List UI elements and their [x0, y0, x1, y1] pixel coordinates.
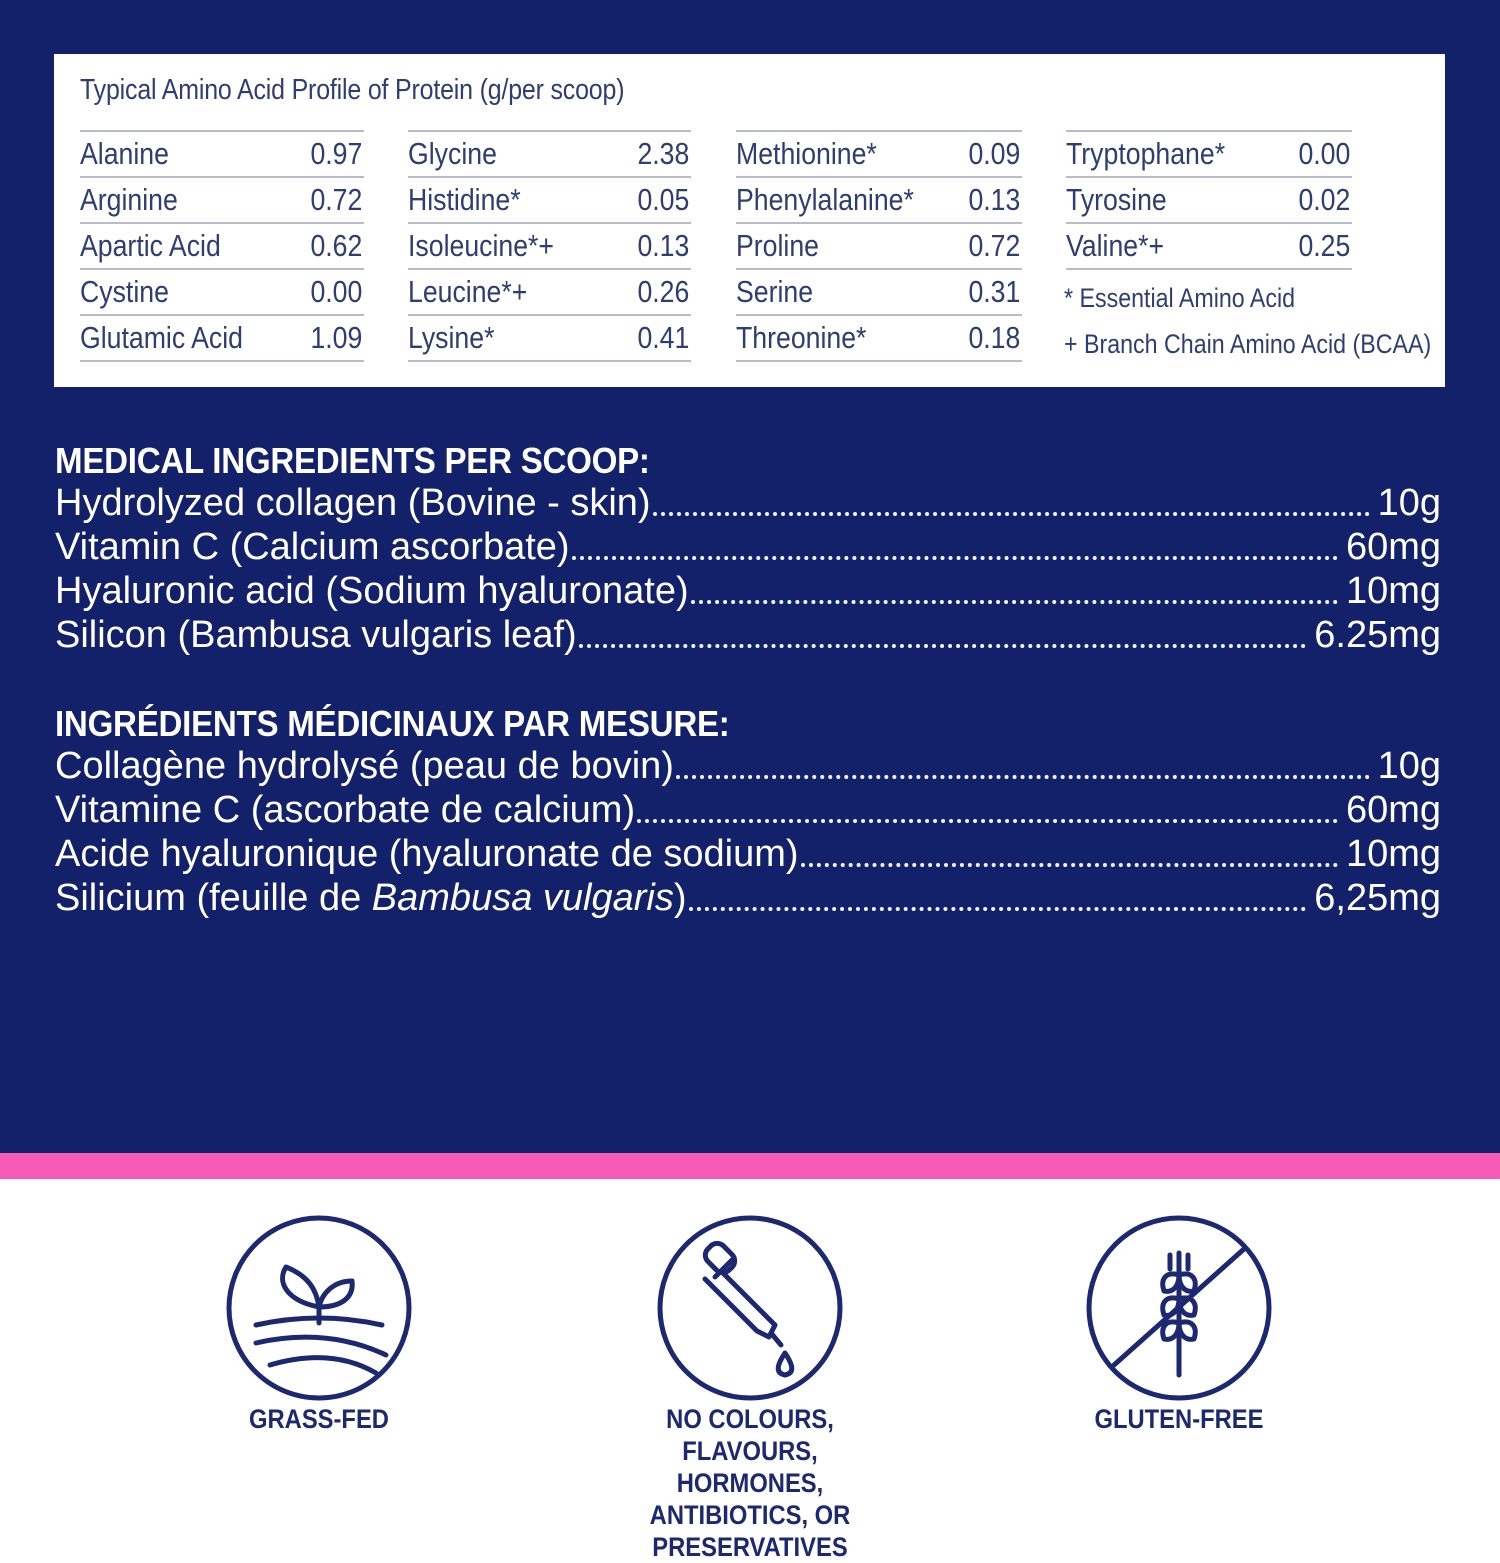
ingredient-label: Collagène hydrolysé (peau de bovin): [55, 745, 674, 787]
badge-caption: [1038, 1403, 1320, 1435]
ingredient-amount: 6.25mg: [1314, 614, 1441, 656]
amino-value: 0.25: [1298, 228, 1350, 263]
amino-row: [1066, 176, 1352, 222]
amino-row: [736, 268, 1022, 314]
amino-value: 0.09: [968, 136, 1020, 171]
amino-row: [80, 222, 364, 268]
amino-name: Histidine*: [408, 182, 521, 217]
amino-value: 0.72: [310, 182, 362, 217]
amino-value: 0.13: [968, 182, 1020, 217]
amino-row: [80, 176, 364, 222]
amino-row: [736, 176, 1022, 222]
amino-name: Methionine*: [736, 136, 877, 171]
ingredient-row: [55, 525, 1441, 569]
amino-value: 2.38: [637, 136, 689, 171]
amino-column-4: [1066, 130, 1352, 270]
ingredient-amount: 6,25mg: [1314, 877, 1441, 919]
amino-value: 0.02: [1298, 182, 1350, 217]
ingredient-amount: 60mg: [1345, 526, 1441, 568]
label-italic: Bambusa vulgaris: [371, 877, 674, 919]
amino-row: [408, 130, 691, 176]
caption-line-2: ANTIBIOTICS, OR PRESERVATIVES: [649, 1500, 851, 1562]
ingredient-row: [55, 876, 1441, 920]
dot-leader: [579, 642, 1307, 648]
amino-name: Proline: [736, 228, 819, 263]
amino-name: Valine*+: [1066, 228, 1165, 263]
amino-row: [408, 314, 691, 362]
ingredient-label: Hydrolyzed collagen (Bovine - skin): [55, 482, 651, 524]
amino-name: Lysine*: [408, 320, 495, 355]
caption-line-1: NO COLOURS, FLAVOURS, HORMONES,: [666, 1404, 834, 1498]
ingredient-row: [55, 744, 1441, 788]
amino-value: 1.09: [310, 320, 362, 355]
dot-leader: [572, 554, 1338, 560]
amino-name: Glutamic Acid: [80, 320, 243, 355]
ingredient-amount: 10mg: [1345, 833, 1441, 875]
ingredient-amount: 10g: [1377, 745, 1441, 787]
amino-name: Glycine: [408, 136, 497, 171]
amino-name: Cystine: [80, 274, 169, 309]
amino-name: Threonine*: [736, 320, 867, 355]
amino-name: Isoleucine*+: [408, 228, 554, 263]
ingredients-medicinaux-title: INGRÉDIENTS MÉDICINAUX PAR MESURE:: [55, 703, 730, 744]
amino-value: 0.26: [637, 274, 689, 309]
amino-name: Tyrosine: [1066, 182, 1167, 217]
ingredient-amount: 10mg: [1345, 570, 1441, 612]
amino-row: [736, 130, 1022, 176]
label-prefix: Silicium (feuille de: [55, 877, 372, 919]
amino-row: [80, 130, 364, 176]
amino-name: Alanine: [80, 136, 169, 171]
dot-leader: [637, 817, 1338, 823]
dot-leader: [689, 905, 1307, 911]
badge-caption: [609, 1403, 891, 1563]
amino-panel-title: Typical Amino Acid Profile of Protein (g/per scoop): [80, 74, 625, 106]
ingredient-row: [55, 481, 1441, 525]
dot-leader: [691, 598, 1338, 604]
essential-amino-note: * Essential Amino Acid: [1064, 283, 1296, 313]
amino-value: 0.72: [968, 228, 1020, 263]
dropper-icon: [657, 1215, 843, 1401]
caption-line-1: GRASS-FED: [249, 1404, 389, 1434]
dot-leader: [653, 510, 1370, 516]
amino-value: 0.31: [968, 274, 1020, 309]
ingredient-row: [55, 613, 1441, 657]
amino-row: [1066, 222, 1352, 270]
dot-leader: [801, 861, 1338, 867]
amino-row: [80, 314, 364, 362]
ingredient-row: [55, 569, 1441, 613]
ingredient-amount: 60mg: [1345, 789, 1441, 831]
amino-value: 0.00: [310, 274, 362, 309]
ingredient-amount: 10g: [1377, 482, 1441, 524]
amino-row: [408, 222, 691, 268]
amino-name: Phenylalanine*: [736, 182, 914, 217]
amino-row: [408, 268, 691, 314]
amino-acid-panel: [54, 54, 1445, 387]
ingredient-label: [55, 876, 687, 920]
medical-ingredients-title: MEDICAL INGREDIENTS PER SCOOP:: [55, 440, 650, 481]
sprout-field-icon: [226, 1215, 412, 1401]
label-suffix: ): [673, 877, 687, 919]
amino-row: [408, 176, 691, 222]
amino-value: 0.13: [637, 228, 689, 263]
amino-column-3: [736, 130, 1022, 362]
amino-value: 0.18: [968, 320, 1020, 355]
amino-row: [80, 268, 364, 314]
amino-value: 0.97: [310, 136, 362, 171]
amino-name: Tryptophane*: [1066, 136, 1226, 171]
amino-value: 0.41: [637, 320, 689, 355]
amino-value: 0.05: [637, 182, 689, 217]
ingredient-label: Vitamine C (ascorbate de calcium): [55, 789, 636, 831]
amino-name: Apartic Acid: [80, 228, 221, 263]
amino-value: 0.00: [1298, 136, 1350, 171]
caption-line-1: GLUTEN-FREE: [1094, 1404, 1264, 1434]
amino-column-1: [80, 130, 364, 362]
amino-row: [1066, 130, 1352, 176]
ingredient-label: Hyaluronic acid (Sodium hyaluronate): [55, 570, 689, 612]
ingredient-label: Acide hyaluronique (hyaluronate de sodium): [55, 833, 799, 875]
amino-name: Arginine: [80, 182, 178, 217]
badge-caption: [178, 1403, 460, 1435]
ingredient-label: Vitamin C (Calcium ascorbate): [55, 526, 570, 568]
pink-stripe: [0, 1153, 1500, 1179]
amino-value: 0.62: [310, 228, 362, 263]
dot-leader: [676, 773, 1370, 779]
ingredient-row: [55, 832, 1441, 876]
amino-name: Serine: [736, 274, 814, 309]
amino-column-2: [408, 130, 691, 362]
amino-row: [736, 222, 1022, 268]
no-wheat-icon: [1086, 1215, 1272, 1401]
ingredient-row: [55, 788, 1441, 832]
bcaa-note: + Branch Chain Amino Acid (BCAA): [1064, 329, 1432, 359]
amino-name: Leucine*+: [408, 274, 528, 309]
ingredient-label: Silicon (Bambusa vulgaris leaf): [55, 614, 577, 656]
amino-row: [736, 314, 1022, 362]
